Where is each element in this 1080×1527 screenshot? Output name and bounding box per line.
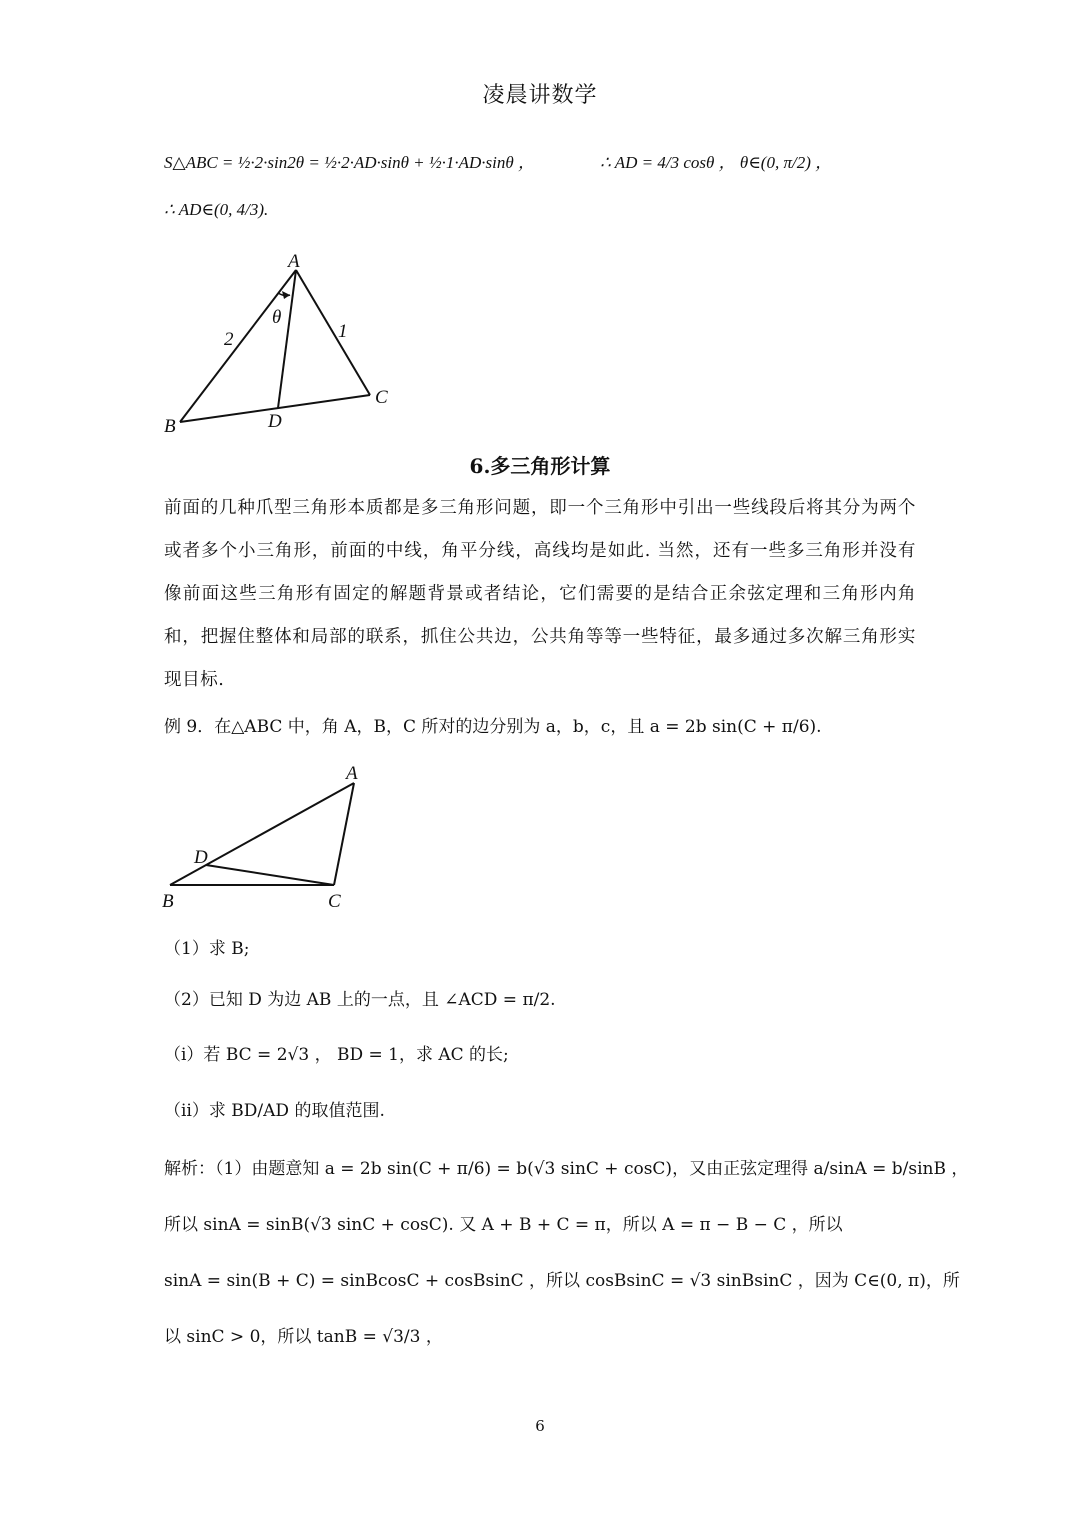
label-c: C [328,891,341,912]
question-2-ii: （ⅱ）求 BD/AD 的取值范围. [164,1101,385,1121]
solution-line-2: 所以 sinA = sinB(√3 sinC + cosC). 又 A + B + C = π，所以 A = π − B − C ，所以 [164,1215,843,1235]
example-statement: 例 9．在△ABC 中，角 A，B，C 所对的边分别为 a，b，c，且 a = 2b sin(C + π/6). [164,717,822,737]
question-1: （1）求 B; [164,939,250,959]
segment-ab [170,783,354,885]
ad-formula: ∴ AD = 4/3 cosθ ， θ∈(0, π/2) ， [600,153,833,172]
label-a: A [288,251,300,272]
section-heading: 6.多三角形计算 [469,454,611,478]
triangle-figure-1 [150,245,410,445]
angle-arrow-icon [282,291,290,299]
label-a: A [346,763,358,784]
label-c: C [375,387,388,408]
segment-ac [296,270,370,395]
label-d: D [194,847,208,868]
intro-paragraph: 前面的几种爪型三角形本质都是多三角形问题，即一个三角形中引出一些线段后将其分为两个或者多个小三角形，前面的中线，角平分线，高线均是如此. 当然，还有一些多三角形并没有像前面这些三角形有固定的解题背景或者结论，它们需要的是结合正余弦定理和三角形内角和，把握住整体和局部的联系，抓住公共边，公共角等等一些特征，最多通过多次解三角形实现目标. [164,498,916,690]
label-theta: θ [272,307,282,328]
question-2: （2）已知 D 为边 AB 上的一点，且 ∠ACD = π/2. [164,990,556,1010]
label-d: D [268,411,282,432]
segment-ac [334,783,354,885]
solution-line-3: sinA = sin(B + C) = sinBcosC + cosBsinC ，所以 cosBsinC = √3 sinBsinC ，因为 C∈(0, π)，所 [164,1271,960,1291]
page-title: 凌晨讲数学 [482,83,598,108]
ad-range: ∴ AD∈(0, 4/3). [164,200,269,219]
label-b: B [164,416,176,437]
segment-cd [206,865,334,885]
label-side-ac: 1 [338,321,348,342]
page-number: 6 [535,1417,545,1435]
area-formula: S△ABC = ½·2·sin2θ = ½·2·AD·sinθ + ½·1·AD·sinθ ， [164,153,535,172]
triangle-figure-2 [150,755,390,915]
solution-line-1: 解析：（1）由题意知 a = 2b sin(C + π/6) = b(√3 sinC + cosC)，又由正弦定理得 a/sinA = b/sinB ， [164,1159,969,1179]
solution-line-4: 以 sinC > 0，所以 tanB = √3/3 ， [164,1327,443,1347]
question-2-i: （ⅰ）若 BC = 2√3 ， BD = 1，求 AC 的长; [164,1045,509,1065]
label-b: B [162,891,174,912]
label-side-ab: 2 [224,329,234,350]
